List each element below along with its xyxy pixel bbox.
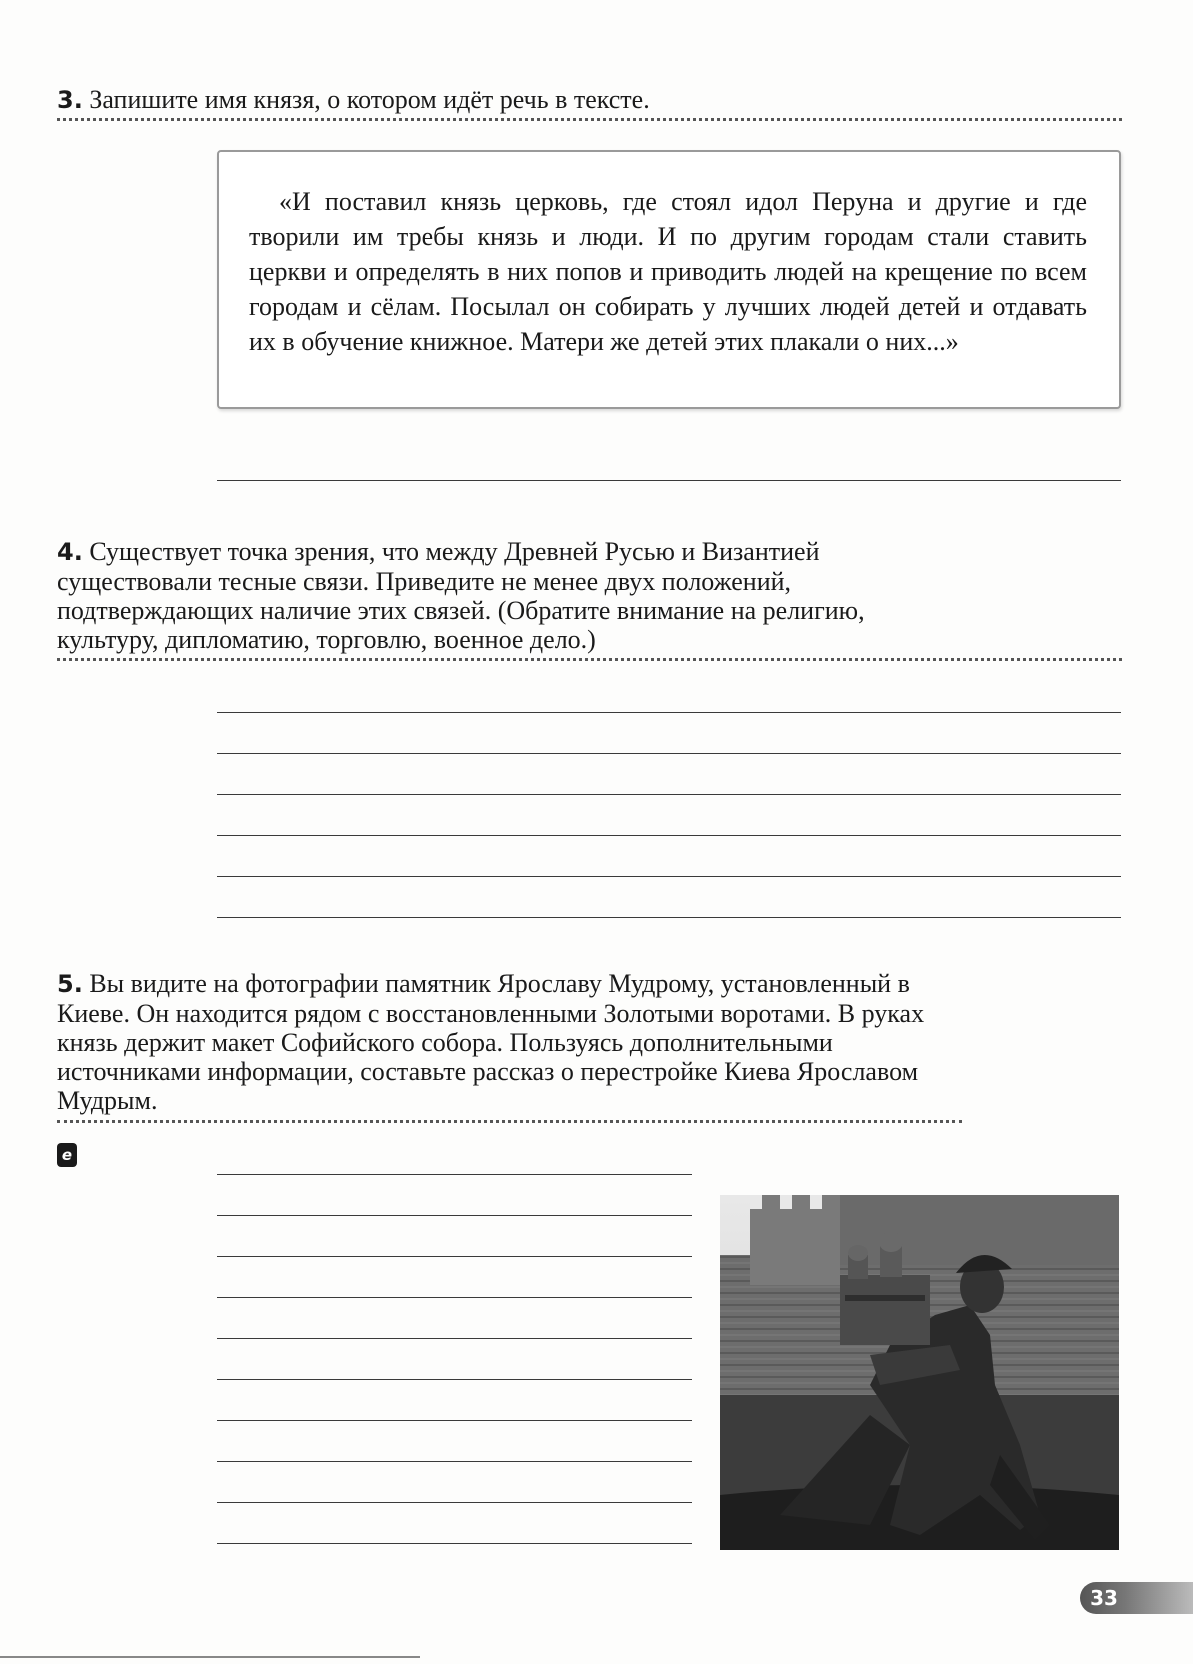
answer-line[interactable] — [217, 1461, 692, 1462]
answer-line[interactable] — [217, 876, 1121, 877]
task-5-number: 5. — [57, 970, 83, 998]
task-3-number: 3. — [57, 86, 83, 114]
yaroslav-monument-photo — [720, 1195, 1119, 1550]
task-3-prompt — [57, 85, 967, 115]
historical-quote-text: «И поставил князь церковь, где стоял идол Перуна и другие и где творили им требы князь и люди. И по другим городам стали ставить церкви и определять в них попов и приводить людей на крещение по всем городам и сёлам. Посылал он собирать у лучших людей детей и отдавать их в обучение книжное. Матери же детей этих плакали о них...» — [249, 187, 1087, 356]
task-5-text: Вы видите на фотографии памятник Ярославу Мудрому, установленный в Киеве. Он находится рядом с восстановленными Золотыми воротами. В руках князь держит макет Софийского собора. Пользуясь дополнительными источниками информации, составьте рассказ о перестройке Киева Ярославом Мудрым. — [57, 969, 925, 1115]
task-4-text: Существует точка зрения, что между Древней Русью и Византией существовали тесные связи. Приведите не менее двух положений, подтверждающих наличие этих связей. (Обратите внимание на религию, культуру, дипломатию, торговлю, военное дело.) — [57, 537, 865, 654]
answer-line[interactable] — [217, 1297, 692, 1298]
answer-line[interactable] — [217, 1502, 692, 1503]
historical-quote-box — [217, 150, 1121, 409]
task-4-number: 4. — [57, 538, 83, 566]
answer-line[interactable] — [217, 1215, 692, 1216]
answer-line[interactable] — [217, 1379, 692, 1380]
task-3-divider — [57, 118, 1122, 121]
answer-line[interactable] — [217, 1338, 692, 1339]
answer-line[interactable] — [217, 712, 1121, 713]
answer-line[interactable] — [217, 480, 1121, 481]
bottom-edge-line — [0, 1656, 420, 1658]
answer-line[interactable] — [217, 1174, 692, 1175]
task-3-text: Запишите имя князя, о котором идёт речь в тексте. — [89, 85, 650, 114]
task-4-prompt — [57, 537, 967, 654]
answer-line[interactable] — [217, 1256, 692, 1257]
e-supplement-icon[interactable]: e — [57, 1143, 77, 1167]
answer-line[interactable] — [217, 1420, 692, 1421]
task-5-prompt — [57, 969, 967, 1115]
answer-line[interactable] — [217, 917, 1121, 918]
answer-line[interactable] — [217, 794, 1121, 795]
task-5-divider — [57, 1120, 962, 1123]
answer-line[interactable] — [217, 835, 1121, 836]
answer-line[interactable] — [217, 1543, 692, 1544]
page-number: 33 — [1090, 1586, 1118, 1610]
answer-line[interactable] — [217, 753, 1121, 754]
task-4-divider — [57, 658, 1122, 661]
